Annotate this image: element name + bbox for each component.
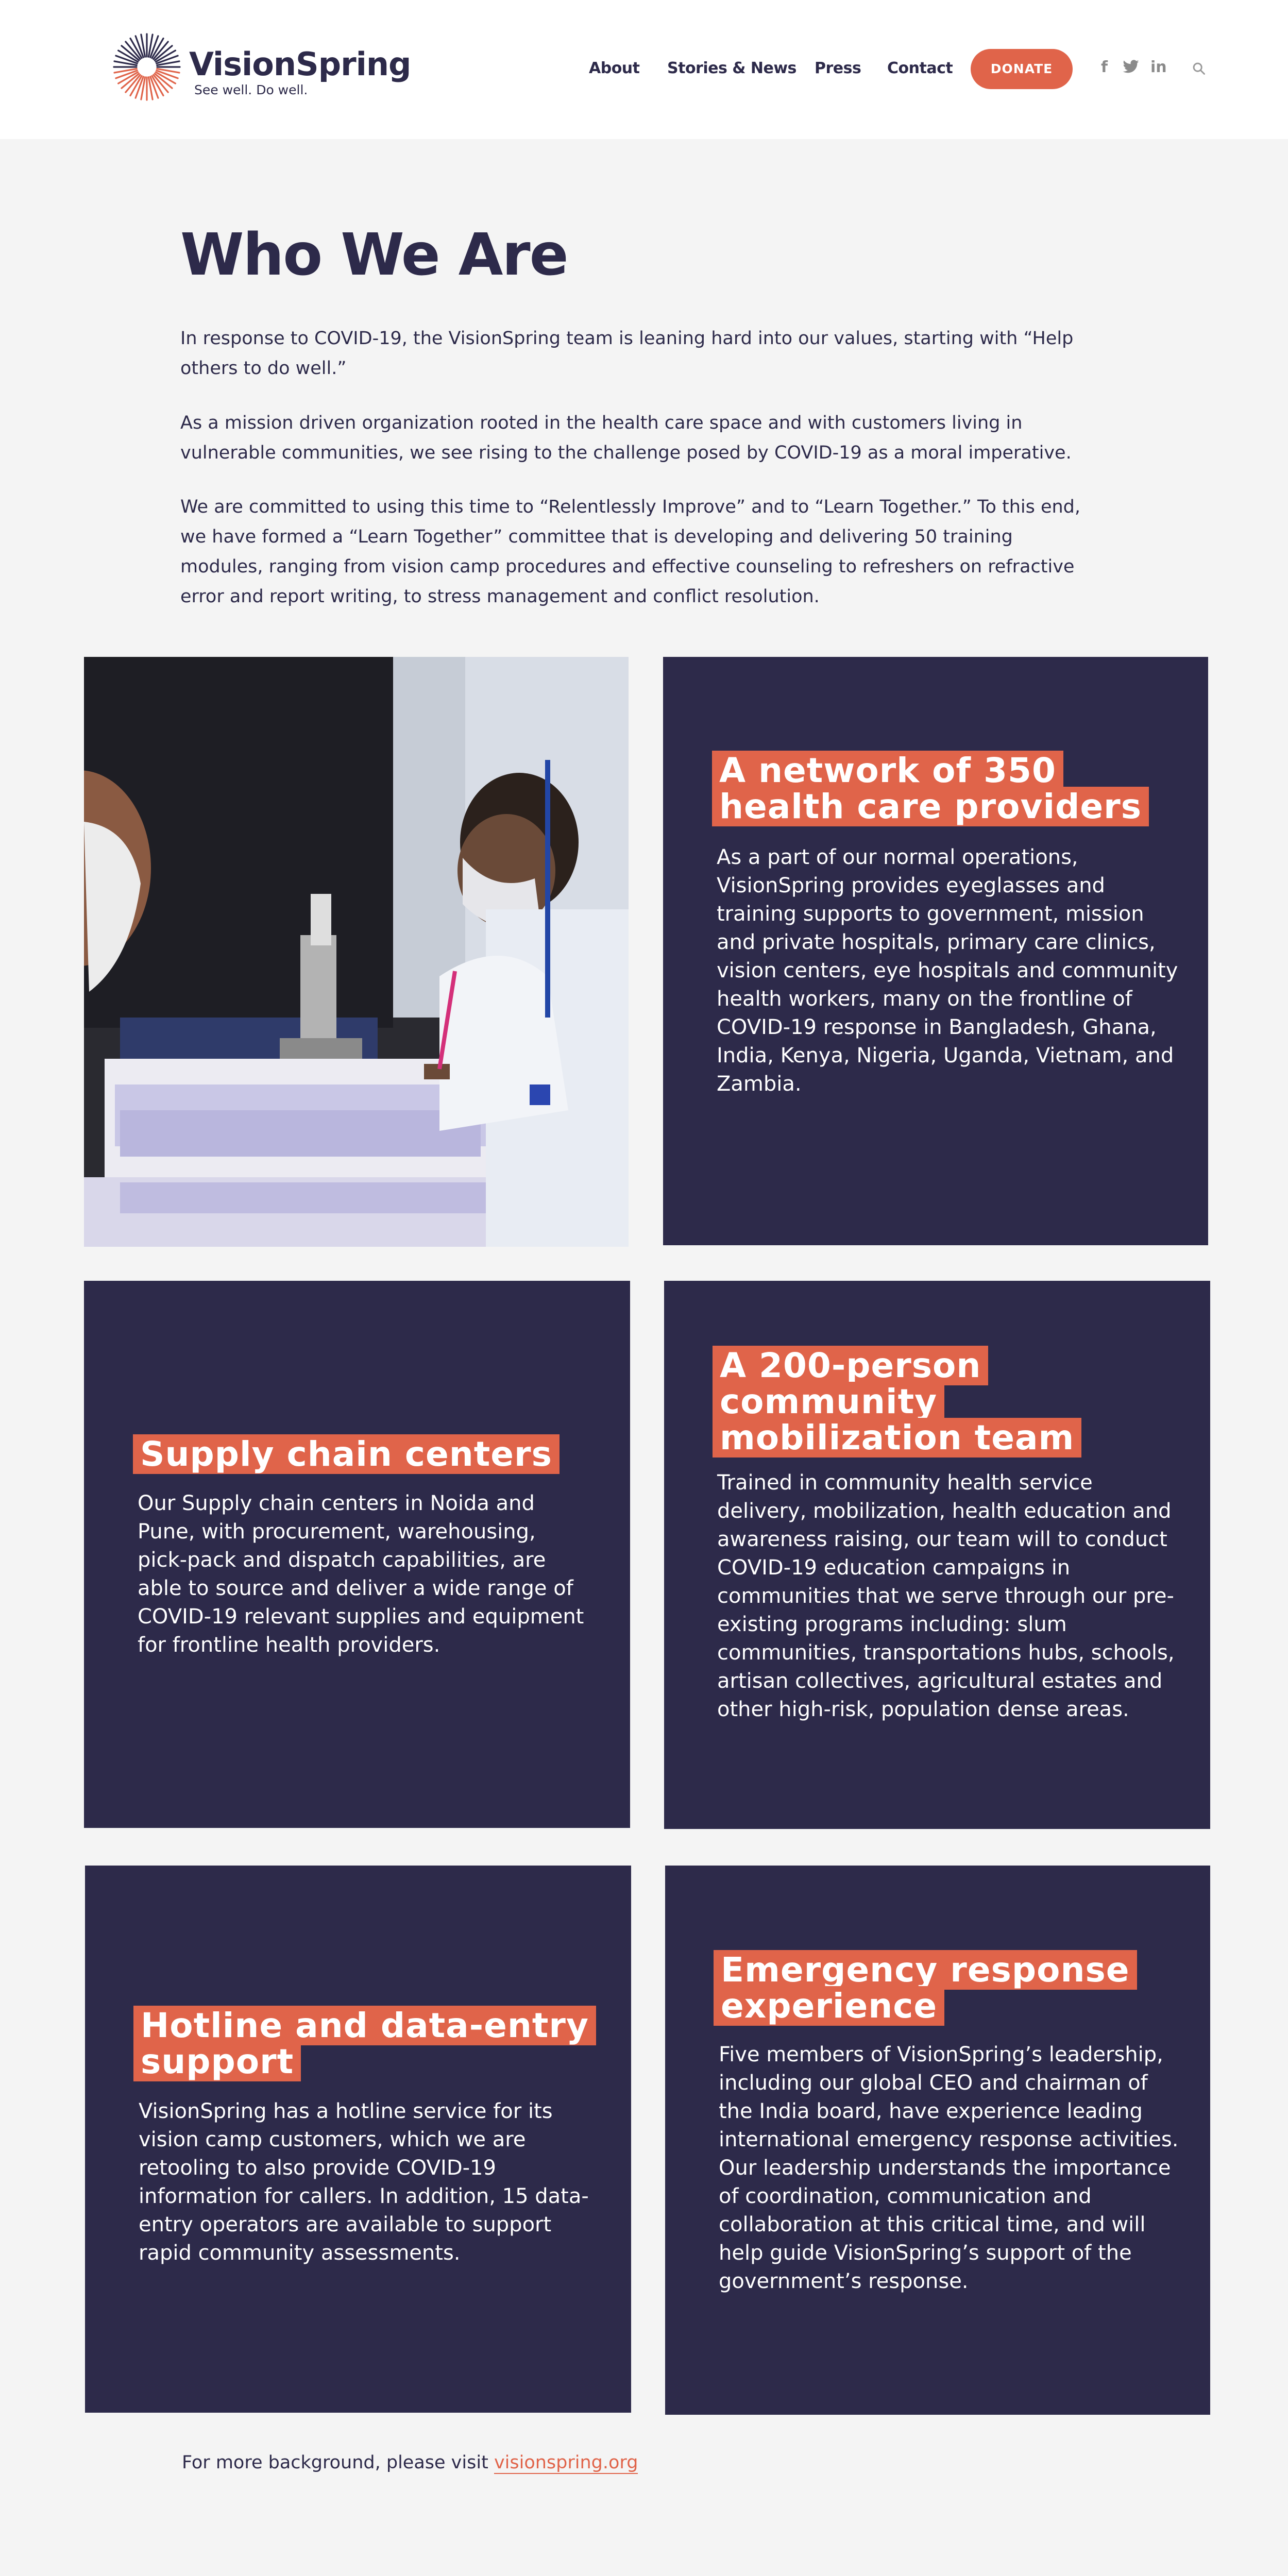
intro-paragraph-2: As a mission driven organization rooted in the health care space and with customers living in vulnerable communities, we see rising to the challenge posed by COVID-19 as a moral imperative. xyxy=(180,413,1072,463)
card-emergency-response xyxy=(665,1866,1210,2415)
nav-about[interactable]: About xyxy=(589,59,640,77)
facebook-icon[interactable]: f xyxy=(1101,58,1108,76)
card-hotline-support xyxy=(85,1866,631,2413)
card-provider-network xyxy=(663,657,1208,1245)
more-info-label: For more background, please visit xyxy=(182,2452,488,2473)
intro-paragraph-3: We are committed to using this time to “Relentlessly Improve” and to “Learn Together.” To this end, we have formed a “Learn Together” committee that is developing and delivering 50 training modules, ranging from vision camp procedures and effective counseling to refreshers on refractive error and report writing, to stress management and conflict resolution. xyxy=(180,497,1081,607)
more-info-text xyxy=(182,2452,638,2473)
intro-paragraph-1: In response to COVID-19, the VisionSpring team is leaning hard into our values, starting with “Help others to do well.” xyxy=(180,328,1074,379)
card-body: As a part of our normal operations, VisionSpring provides eyeglasses and training supports to government, mission and private hospitals, primary care clinics, vision centers, eye hospitals and community health workers, many on the frontline of COVID-19 response in Bangladesh, Ghana, India, Kenya, Nigeria, Uganda, Vietnam, and Zambia. xyxy=(717,845,1178,1096)
donate-button[interactable]: DONATE xyxy=(971,49,1073,89)
main-nav xyxy=(0,49,1288,90)
visionspring-link[interactable]: visionspring.org xyxy=(494,2452,638,2473)
linkedin-icon[interactable]: in xyxy=(1150,58,1167,76)
nav-contact[interactable]: Contact xyxy=(887,59,953,77)
card-supply-chain xyxy=(84,1281,630,1828)
card-heading: A network of 350 health care providers xyxy=(712,753,1176,825)
card-heading: A 200-person community mobilization team xyxy=(713,1348,1125,1456)
card-body: VisionSpring has a hotline service for its vision camp customers, which we are retooling to also provide COVID-19 information for callers. In addition, 15 data-entry operators are available to support rapid community assessments. xyxy=(139,2099,589,2265)
nav-press[interactable]: Press xyxy=(815,59,861,77)
logo-wordmark: VisionSpring xyxy=(189,45,411,83)
twitter-icon[interactable] xyxy=(1122,59,1140,75)
card-body: Trained in community health service delivery, mobilization, health education and awareness raising, our team will to conduct COVID-19 education campaigns in communities that we serve through our pre-existing programs including: slum communities, transportations hubs, schools, artisan collectives, agricultural estates and other high-risk, population dense areas. xyxy=(717,1471,1175,1721)
card-heading: Hotline and data-entry support xyxy=(133,2008,597,2080)
site-header xyxy=(0,0,1288,139)
card-heading: Supply chain centers xyxy=(133,1436,597,1472)
photo-illustration xyxy=(84,657,629,1247)
card-body: Five members of VisionSpring’s leadership, including our global CEO and chairman of the India board, have experience leading international emergency response activities. Our leadership understands the importance of coordination, communication and collaboration at this critical time, and will help guide VisionSpring’s support of the government’s response. xyxy=(719,2043,1179,2293)
logo-tagline: See well. Do well. xyxy=(194,82,308,97)
card-community-mobilization xyxy=(664,1281,1210,1829)
card-heading: Emergency response experience xyxy=(714,1952,1177,2024)
card-body: Our Supply chain centers in Noida and Pune, with procurement, warehousing, pick-pack and dispatch capabilities, are able to source and deliver a wide range of COVID-19 relevant supplies and equipment for frontline health providers. xyxy=(138,1492,584,1657)
health-worker-photo xyxy=(84,657,629,1247)
search-icon[interactable] xyxy=(1192,61,1206,76)
nav-stories-news[interactable]: Stories & News xyxy=(667,59,796,77)
page-title: Who We Are xyxy=(180,222,568,289)
